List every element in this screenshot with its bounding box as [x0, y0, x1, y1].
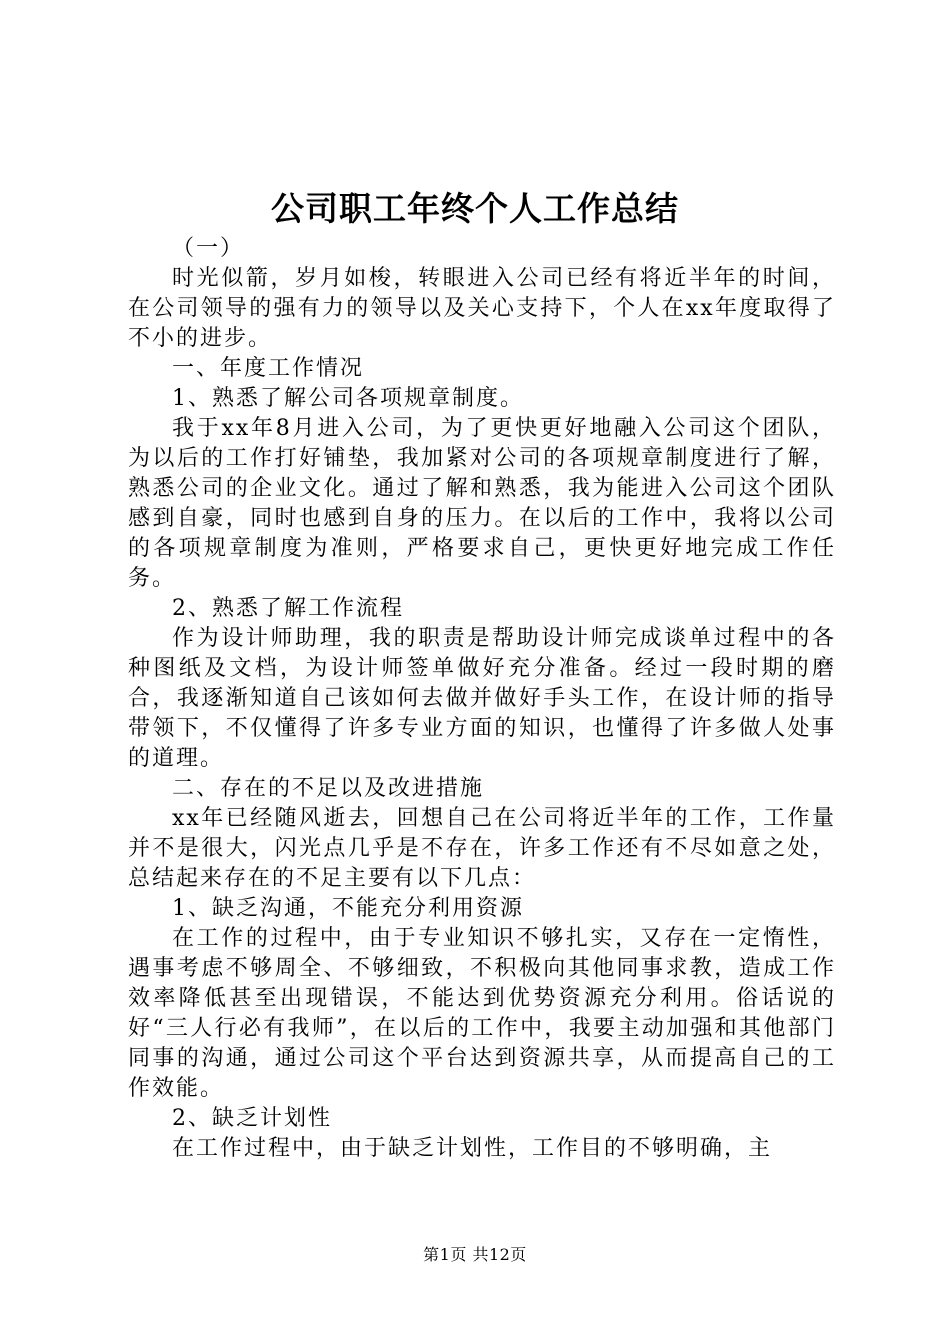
heading-shortcomings: 二、存在的不足以及改进措施 [172, 776, 485, 801]
subheading-planning: 2、缺乏计划性 [172, 1106, 332, 1131]
paragraph-rules: 我于xx年8月进入公司，为了更快更好地融入公司这个团队，为以后的工作打好铺垫，我加紧对公司的各项规章制度进行了解，熟悉公司的企业文化。通过了解和熟悉，我为能进入公司这个团队感到自豪，同时也感到自身的压力。在以后的工作中，我将以公司的各项规章制度为准则，严格要求自己，更快更好地完成工作任务。 [128, 416, 836, 591]
paragraph-shortcomings: xx年已经随风逝去，回想自己在公司将近半年的工作，工作量并不是很大，闪光点几乎是不存在，许多工作还有不尽如意之处，总结起来存在的不足主要有以下几点： [128, 806, 836, 891]
paragraph-workflow: 作为设计师助理，我的职责是帮助设计师完成谈单过程中的各种图纸及文档，为设计师签单做好充分准备。经过一段时期的磨合，我逐渐知道自己该如何去做并做好手头工作，在设计师的指导带领下，不仅懂得了许多专业方面的知识，也懂得了许多做人处事的道理。 [128, 626, 836, 771]
paragraph-section-marker: （一） [172, 236, 245, 261]
subheading-communication: 1、缺乏沟通，不能充分利用资源 [172, 896, 524, 921]
page-footer: 第1页 共12页 [423, 1245, 527, 1264]
paragraph-planning: 在工作过程中，由于缺乏计划性，工作目的不够明确，主 [172, 1136, 773, 1161]
paragraph-communication: 在工作的过程中，由于专业知识不够扎实，又存在一定惰性，遇事考虑不够周全、不够细致，不积极向其他同事求教，造成工作效率降低甚至出现错误，不能达到优势资源充分利用。俗话说的好“三人行必有我师”，在以后的工作中，我要主动加强和其他部门同事的沟通，通过公司这个平台达到资源共享，从而提高自己的工作效能。 [128, 926, 836, 1101]
subheading-rules: 1、熟悉了解公司各项规章制度。 [172, 386, 524, 411]
page-title: 公司职工年终个人工作总结 [271, 189, 679, 228]
paragraph-intro: 时光似箭，岁月如梭，转眼进入公司已经有将近半年的时间，在公司领导的强有力的领导以及关心支持下，个人在xx年度取得了不小的进步。 [128, 266, 836, 351]
heading-annual-work: 一、年度工作情况 [172, 356, 365, 381]
document-body [128, 234, 836, 1164]
subheading-workflow: 2、熟悉了解工作流程 [172, 596, 404, 621]
